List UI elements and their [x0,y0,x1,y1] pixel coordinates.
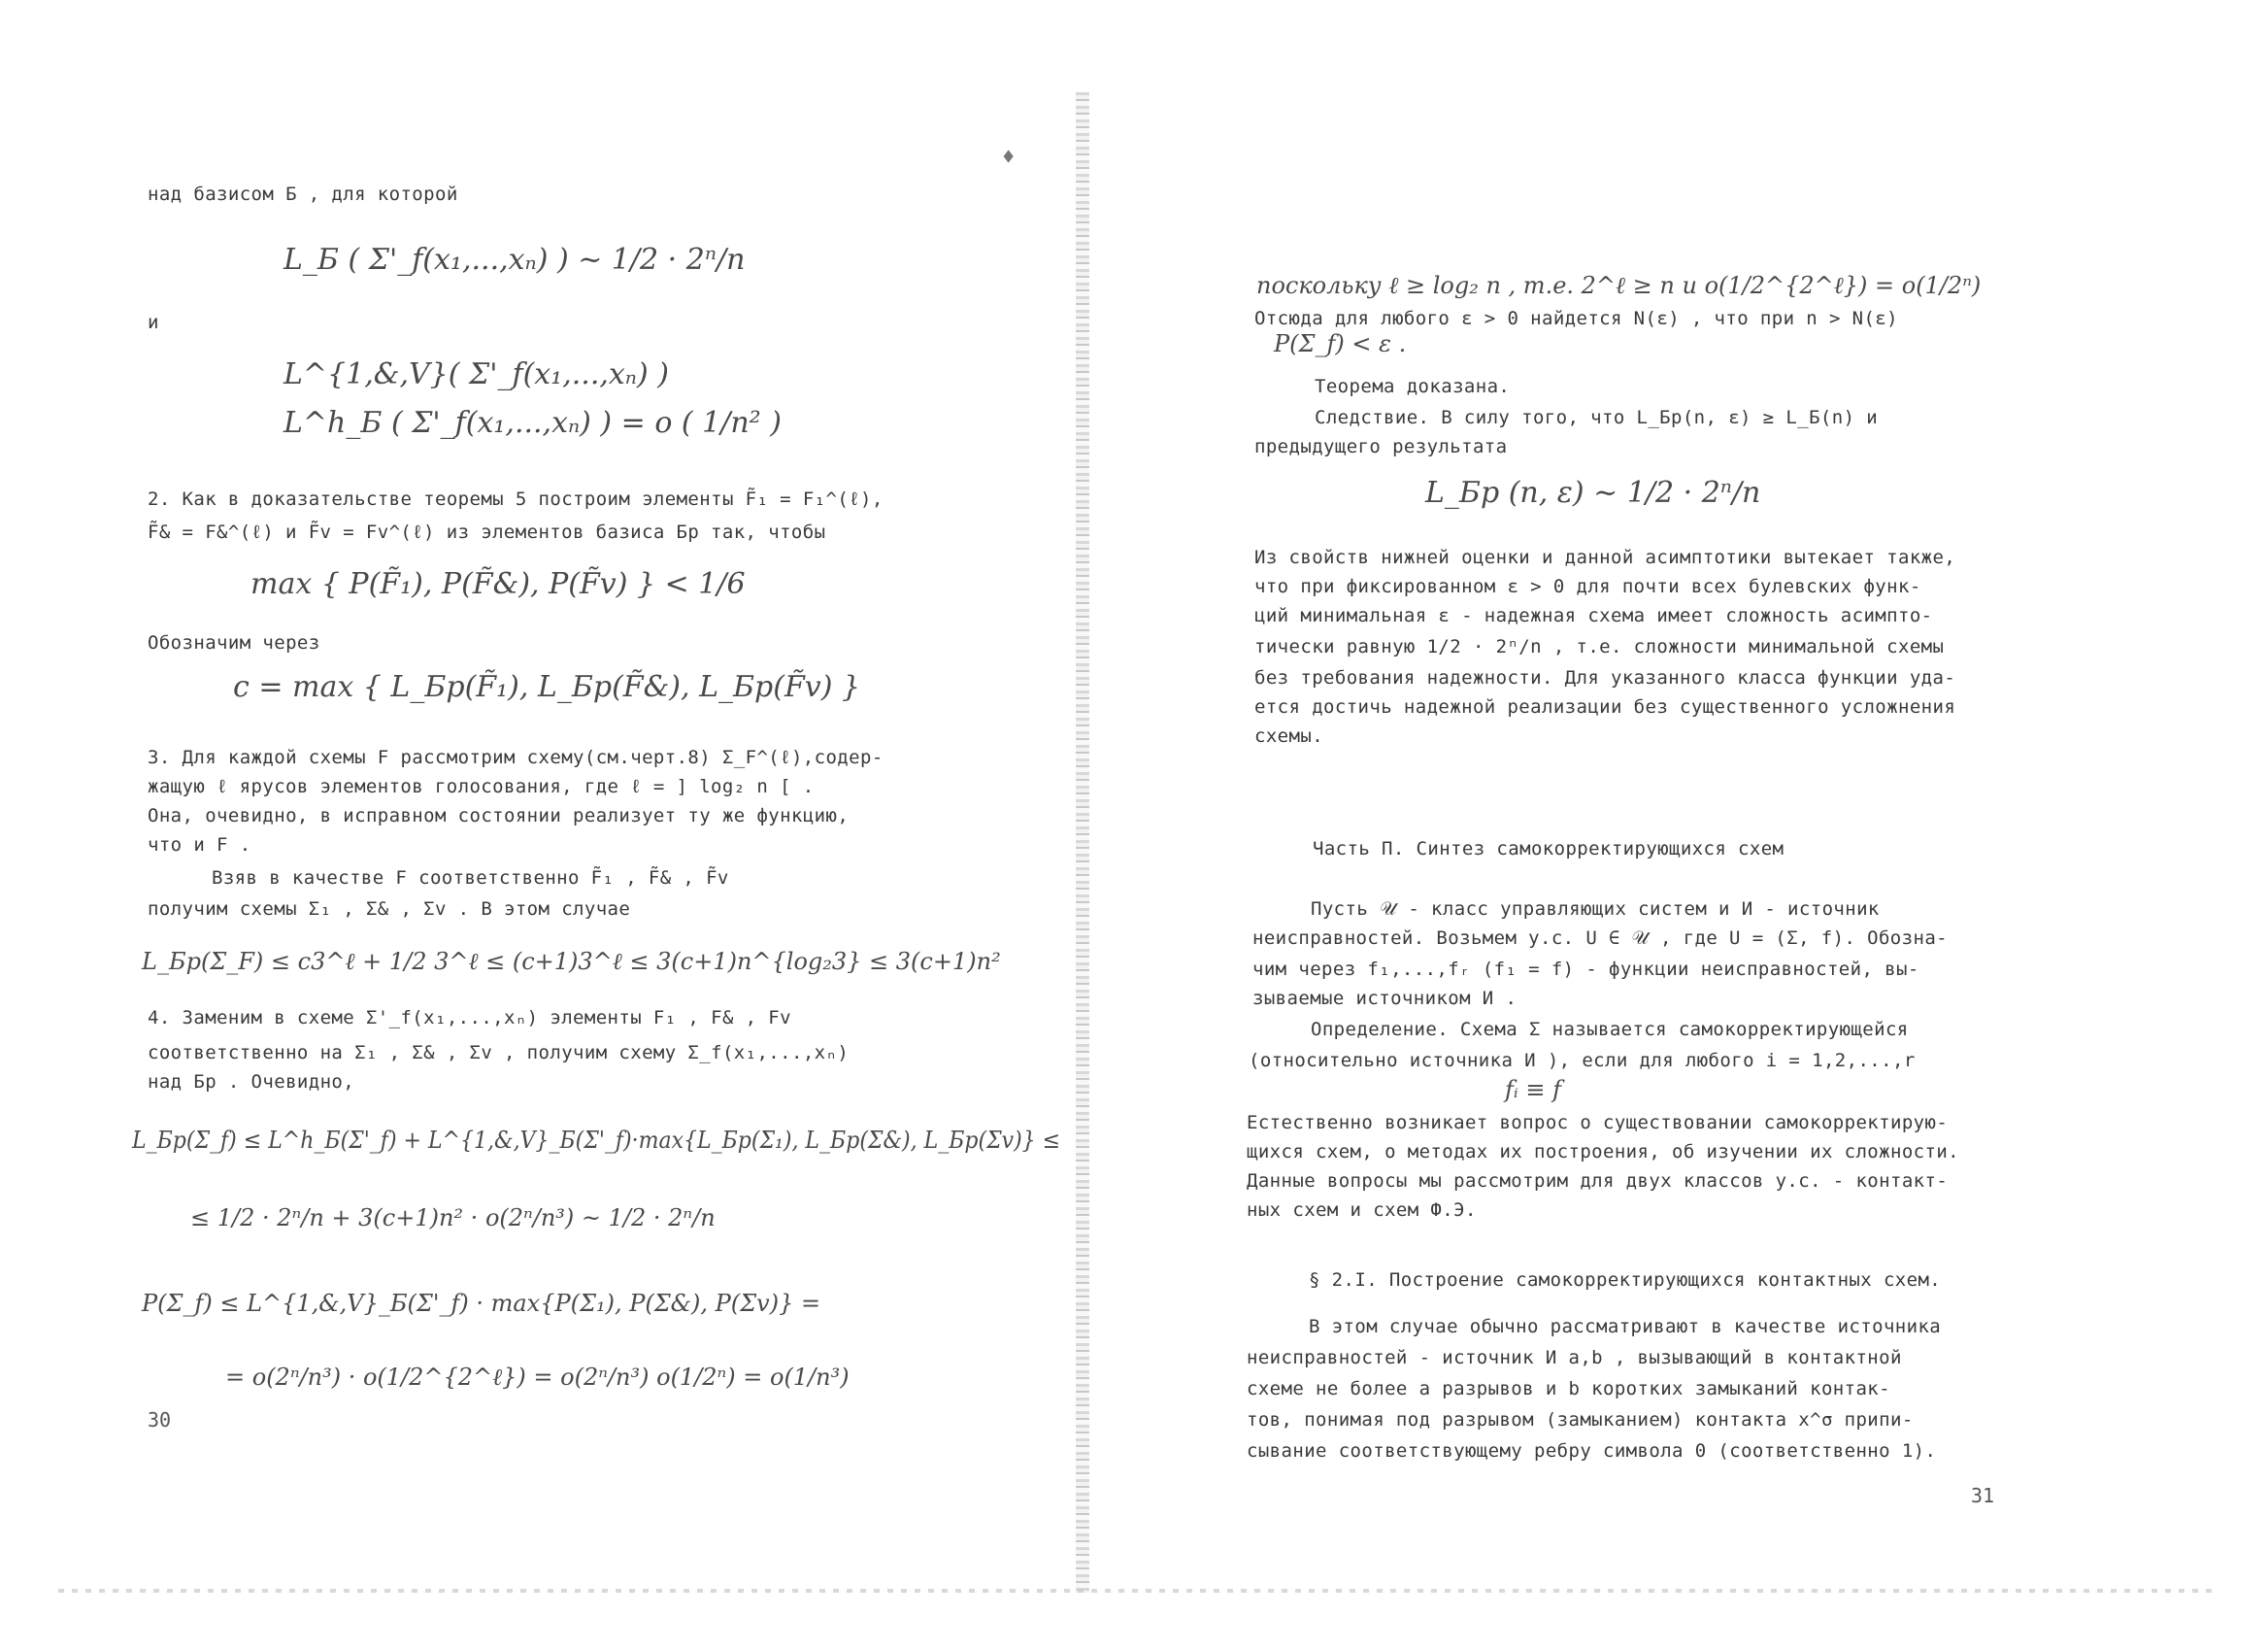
text-line: схемы. [1254,725,1324,747]
text-line: Определение. Схема Σ называется самокорректирующейся [1311,1019,1909,1040]
text-line: Обозначим через [148,632,320,654]
formula-line: P(Σ_f) < ε . [1274,330,1407,357]
right-page [1080,0,2268,1651]
formula-line: поскольку ℓ ≥ log₂ n , т.е. 2^ℓ ≥ n и o(1/2^{2^ℓ}) = o(1/2ⁿ) [1256,272,1982,299]
text-line: тов, понимая под разрывом (замыканием) контакта x^σ припи- [1247,1409,1914,1431]
text-line: Теорема доказана. [1315,376,1511,397]
text-line: Она, очевидно, в исправном состоянии реализует ту же функцию, [148,805,850,826]
formula-reliable-complexity: L_Бp (n, ε) ~ 1/2 · 2ⁿ/n [1425,476,1761,510]
text-line: без требования надежности. Для указанного класса функции уда- [1254,667,1956,689]
text-line: 2. Как в доказательстве теоремы 5 построим элементы F̃₁ = F₁^(ℓ), [148,489,884,510]
formula-probability-result: = o(2ⁿ/n³) · o(1/2^{2^ℓ}) = o(2ⁿ/n³) o(1/2ⁿ) = o(1/n³) [225,1364,850,1391]
formula-line: fᵢ ≡ f [1505,1076,1561,1103]
text-line: щихся схем, о методах их построения, об изучении их сложности. [1247,1141,1960,1162]
text-line: Отсюда для любого ε > 0 найдется N(ε) , что при n > N(ε) [1254,308,1898,329]
text-line: чим через f₁,...,fᵣ (f₁ = f) - функции неисправностей, вы- [1252,959,1919,980]
text-line: ных схем и схем Ф.Э. [1247,1199,1477,1221]
text-line: предыдущего результата [1254,436,1508,457]
formula-complexity-bound: L_Бp(Σ_f) ≤ L^h_Б(Σ'_f) + L^{1,&,V}_Б(Σ'_f)·max{L_Бp(Σ₁), L_Бp(Σ&), L_Бp(Σv)} ≤ [132,1127,1061,1154]
text-line: 4. Заменим в схеме Σ'_f(x₁,...,xₙ) элементы F₁ , F& , Fv [148,1007,791,1028]
text-line: F̃& = F&^(ℓ) и F̃v = Fv^(ℓ) из элементов базиса Бp так, чтобы [148,522,826,543]
ink-mark: ♦ [1002,146,1016,170]
text-line: и [148,312,159,333]
text-line: тически равную 1/2 · 2ⁿ/n , т.е. сложности минимальной схемы [1254,636,1945,657]
text-line: над базисом Б , для которой [148,184,458,205]
formula-max-probability: max { P(F̃₁), P(F̃&), P(F̃v) } < 1/6 [250,567,746,601]
text-line: схеме не более a разрывов и b коротких замыканий контак- [1247,1378,1890,1399]
page-number: 30 [148,1408,172,1432]
section-heading: § 2.I. Построение самокорректирующихся контактных схем. [1309,1269,1942,1291]
text-line: жащую ℓ ярусов элементов голосования, где ℓ = ] log₂ n [ . [148,776,815,797]
text-line: неисправностей. Возьмем у.с. U ∈ 𝒰 , где U = (Σ, f). Обозна- [1252,927,1948,949]
text-line: над Бp . Очевидно, [148,1071,355,1093]
formula-ratio-numerator: L^{1,&,V}( Σ'_f(x₁,...,xₙ) ) [284,357,669,391]
formula-probability-bound: P(Σ_f) ≤ L^{1,&,V}_Б(Σ'_f) · max{P(Σ₁), P(Σ&), P(Σv)} = [142,1290,821,1317]
text-line: Пусть 𝒰 - класс управляющих систем и И - источник [1311,898,1880,920]
text-line: Данные вопросы мы рассмотрим для двух классов у.с. - контакт- [1247,1170,1949,1192]
text-line: зываемые источником И . [1252,988,1518,1009]
text-line: ется достичь надежной реализации без существенного усложнения [1254,696,1956,718]
section-heading: Часть П. Синтез самокорректирующихся схем [1313,838,1784,859]
text-line: (относительно источника И ), если для любого i = 1,2,...,r [1249,1050,1916,1071]
text-line: Взяв в качестве F соответственно F̃₁ , F̃& , F̃v [212,867,729,889]
text-line: что при фиксированном ε > 0 для почти всех булевских функ- [1254,576,1921,597]
formula-complexity-asymptotic: L_Б ( Σ'_f(x₁,...,xₙ) ) ~ 1/2 · 2ⁿ/n [284,243,746,277]
text-line: получим схемы Σ₁ , Σ& , Σv . В этом случае [148,898,631,920]
text-line: сывание соответствующему ребру символа 0 (соответственно 1). [1247,1440,1937,1462]
formula-sigma-f-complexity: L_Бp(Σ_F) ≤ c3^ℓ + 1/2 3^ℓ ≤ (c+1)3^ℓ ≤ 3(c+1)n^{log₂3} ≤ 3(c+1)n² [142,948,1001,975]
text-line: что и F . [148,834,251,856]
formula-complexity-result: ≤ 1/2 · 2ⁿ/n + 3(c+1)n² · o(2ⁿ/n³) ~ 1/2 · 2ⁿ/n [190,1204,716,1231]
text-line: 3. Для каждой схемы F рассмотрим схему(см.черт.8) Σ_F^(ℓ),содер- [148,747,884,768]
text-line: Естественно возникает вопрос о существовании самокорректирую- [1247,1112,1949,1133]
text-line: соответственно на Σ₁ , Σ& , Σv , получим схему Σ_f(x₁,...,xₙ) [148,1042,850,1063]
formula-ratio-denominator: L^h_Б ( Σ'_f(x₁,...,xₙ) ) = o ( 1/n² ) [284,406,782,440]
text-line: Следствие. В силу того, что L_Бp(n, ε) ≥ L_Б(n) и [1315,407,1879,428]
page-number: 31 [1971,1484,1995,1507]
text-line: В этом случае обычно рассматривают в качестве источника [1309,1316,1942,1337]
formula-c-definition: c = max { L_Бp(F̃₁), L_Бp(F̃&), L_Бp(F̃v) } [233,670,861,704]
left-page [0,0,1080,1651]
text-line: ций минимальная ε - надежная схема имеет сложность асимпто- [1254,605,1933,626]
text-line: неисправностей - источник И a,b , вызывающий в контактной [1247,1347,1902,1368]
text-line: Из свойств нижней оценки и данной асимптотики вытекает также, [1254,547,1956,568]
